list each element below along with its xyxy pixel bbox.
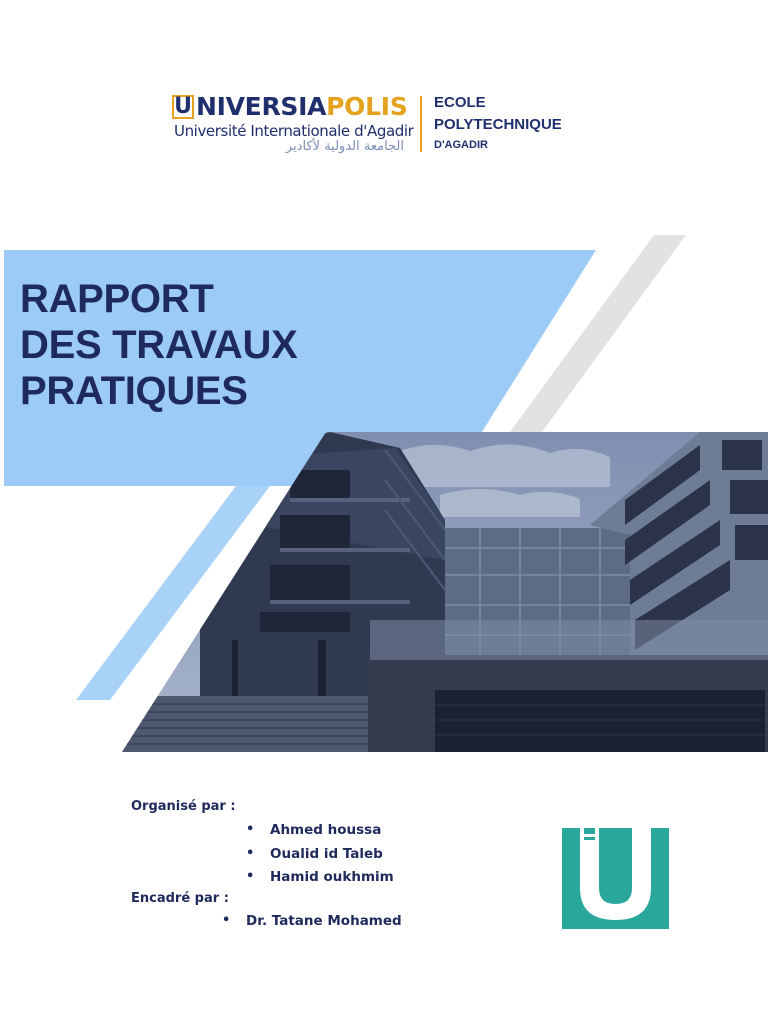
member-item: • Oualid id Taleb bbox=[246, 846, 394, 870]
school-name-line2: POLYTECHNIQUE bbox=[434, 116, 562, 133]
school-name-line3: D'AGADIR bbox=[434, 139, 488, 151]
title-line-3: PRATIQUES bbox=[20, 369, 248, 413]
organised-by-label: Organisé par : bbox=[131, 799, 236, 814]
university-logo bbox=[172, 92, 602, 158]
logo-wordmark bbox=[196, 92, 407, 121]
member-item: • Ahmed houssa bbox=[246, 822, 394, 846]
logo-subtitle: Université Internationale d'Agadir bbox=[174, 122, 414, 140]
supervisor-item: • Dr. Tatane Mohamed bbox=[222, 913, 402, 937]
logo-wordmark-main: NIVERSIA bbox=[196, 92, 327, 121]
logo-arabic-name: الجامعة الدولية لأكادير bbox=[285, 139, 404, 154]
supervisors-list bbox=[222, 913, 402, 937]
supervised-by-label: Encadré par : bbox=[131, 891, 229, 906]
logo-wordmark-accent: POLIS bbox=[326, 92, 408, 121]
member-item: • Hamid oukhmim bbox=[246, 869, 394, 893]
u-logo-icon bbox=[562, 828, 669, 929]
report-title bbox=[20, 276, 440, 414]
members-list bbox=[246, 822, 394, 893]
title-line-1: RAPPORT bbox=[20, 277, 214, 321]
logo-divider bbox=[420, 96, 422, 152]
logo-u-mark: U bbox=[172, 95, 194, 119]
title-line-2: DES TRAVAUX bbox=[20, 323, 298, 367]
school-name-line1: ECOLE bbox=[434, 94, 486, 111]
